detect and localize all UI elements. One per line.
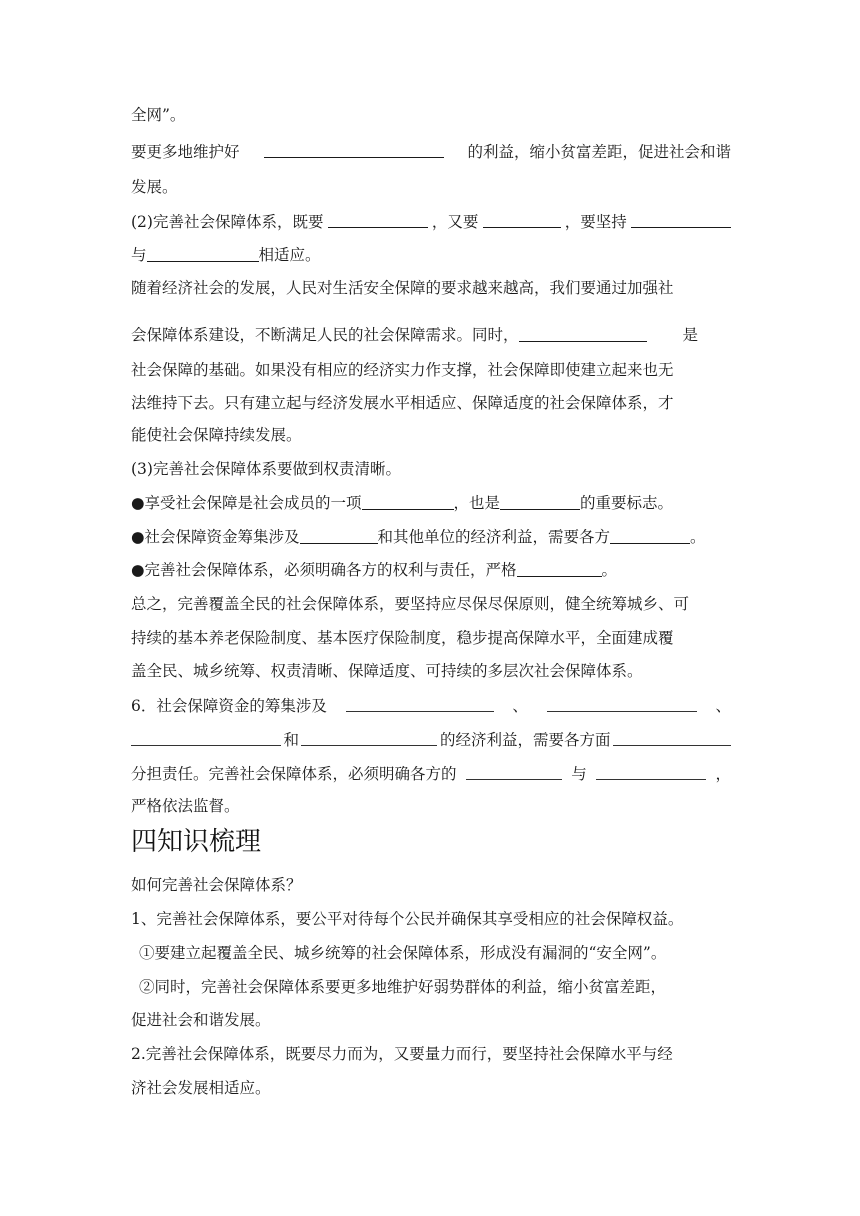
text: 的重要标志。 [580, 494, 674, 512]
summary-point-cont [131, 1078, 731, 1098]
text-line [131, 493, 731, 513]
text: 相适应。 [258, 246, 321, 264]
text-line [131, 796, 731, 816]
text: 是 [682, 326, 699, 344]
fill-blank[interactable] [466, 764, 562, 780]
fill-blank[interactable] [131, 730, 281, 746]
fill-blank[interactable] [596, 764, 706, 780]
text-line [131, 278, 731, 298]
summary-point [131, 1044, 731, 1064]
text-line [131, 764, 731, 784]
text-line [131, 212, 731, 232]
fill-blank[interactable] [301, 730, 437, 746]
text: 会保障体系建设，不断满足人民的社会保障需求。同时， [131, 326, 519, 344]
fill-blank[interactable] [613, 730, 731, 746]
text-line [131, 142, 731, 162]
text: 1、完善社会保障体系，要公平对待每个公民并确保其享受相应的社会保障权益。 [131, 910, 684, 928]
text-line [131, 393, 731, 413]
text: 、 [512, 697, 528, 715]
text: 2.完善社会保障体系，既要尽力而为，又要量力而行，要坚持社会保障水平与经 [131, 1045, 673, 1063]
text: 要更多地维护好 [131, 143, 240, 161]
text-line [131, 325, 731, 345]
text: 和 [283, 731, 299, 749]
text: 济社会发展相适应。 [131, 1079, 271, 1097]
text-line [131, 560, 731, 580]
text: 。 [690, 528, 706, 546]
text-line [131, 360, 731, 380]
summary-question [131, 875, 731, 895]
text-line [131, 594, 731, 614]
text: 。 [601, 561, 618, 579]
summary-subpoint-cont [131, 1010, 731, 1030]
text: ，要坚持 [564, 213, 627, 231]
fill-blank[interactable] [610, 528, 690, 544]
text: 促进社会和谐发展。 [131, 1011, 271, 1029]
text: 持续的基本养老保险制度、基本医疗保险制度，稳步提高保障水平，全面建成覆 [131, 629, 674, 647]
text-line [131, 730, 731, 750]
text: ， [715, 765, 731, 783]
text-line [131, 661, 731, 681]
text: ，也是 [453, 494, 501, 512]
text-line [131, 628, 731, 648]
fill-blank[interactable] [147, 246, 259, 262]
fill-blank[interactable] [500, 494, 580, 510]
text-line [131, 245, 731, 265]
text: (2)完善社会保障体系，既要 [131, 213, 324, 231]
summary-subpoint [139, 943, 739, 963]
text: 的经济利益，需要各方面 [439, 731, 611, 749]
text: 盖全民、城乡统筹、权责清晰、保障适度、可持续的多层次社会保障体系。 [131, 662, 643, 680]
text: 如何完善社会保障体系？ [131, 876, 302, 894]
fill-blank[interactable] [346, 696, 494, 712]
fill-blank[interactable] [264, 142, 444, 158]
fill-blank[interactable] [362, 494, 454, 510]
fill-blank[interactable] [519, 326, 647, 342]
section-heading: 四知识梳理 [131, 827, 262, 857]
text-line [131, 696, 731, 716]
text: ，又要 [431, 213, 479, 231]
text: ●完善社会保障体系，必须明确各方的权利与责任，严格 [131, 561, 517, 579]
text: 法维持下去。只有建立起与经济发展水平相适应、保障适度的社会保障体系，才 [131, 394, 674, 412]
fill-blank[interactable] [328, 212, 428, 228]
text: 6．社会保障资金的筹集涉及 [131, 697, 327, 715]
text: 分担责任。完善社会保障体系，必须明确各方的 [131, 765, 457, 783]
text: 和其他单位的经济利益，需要各方 [377, 528, 611, 546]
text: ●社会保障资金筹集涉及 [131, 528, 300, 546]
summary-point [131, 909, 731, 929]
text: ①要建立起覆盖全民、城乡统筹的社会保障体系，形成没有漏洞的“安全网”。 [139, 944, 667, 962]
text-line [131, 527, 731, 547]
text: ●享受社会保障是社会成员的一项 [131, 494, 362, 512]
fill-blank[interactable] [300, 528, 378, 544]
text: 、 [715, 697, 731, 715]
fill-blank[interactable] [631, 212, 731, 228]
text: 总之，完善覆盖全民的社会保障体系，要坚持应尽保尽保原则，健全统筹城乡、可 [131, 595, 690, 613]
text: 社会保障的基础。如果没有相应的经济实力作支撑，社会保障即使建立起来也无 [131, 361, 674, 379]
text: 与 [571, 765, 587, 783]
text: ②同时，完善社会保障体系要更多地维护好弱势群体的利益，缩小贫富差距， [139, 978, 667, 996]
text: 发展。 [131, 178, 178, 196]
fill-blank[interactable] [547, 696, 697, 712]
fill-blank[interactable] [483, 212, 561, 228]
text-line [131, 425, 731, 445]
text: 与 [131, 246, 147, 264]
text: 的利益，缩小贫富差距，促进社会和谐 [467, 143, 731, 161]
text: 能使社会保障持续发展。 [131, 426, 302, 444]
summary-subpoint [139, 977, 739, 997]
text: 严格依法监督。 [131, 797, 240, 815]
text: 随着经济社会的发展，人民对生活安全保障的要求越来越高，我们要通过加强社 [131, 279, 674, 297]
text: (3)完善社会保障体系要做到权责清晰。 [131, 460, 401, 478]
text: 全网”。 [131, 106, 186, 124]
fill-blank[interactable] [517, 561, 602, 577]
text-line [131, 459, 731, 479]
text-line [131, 177, 731, 197]
text-line [131, 105, 731, 125]
